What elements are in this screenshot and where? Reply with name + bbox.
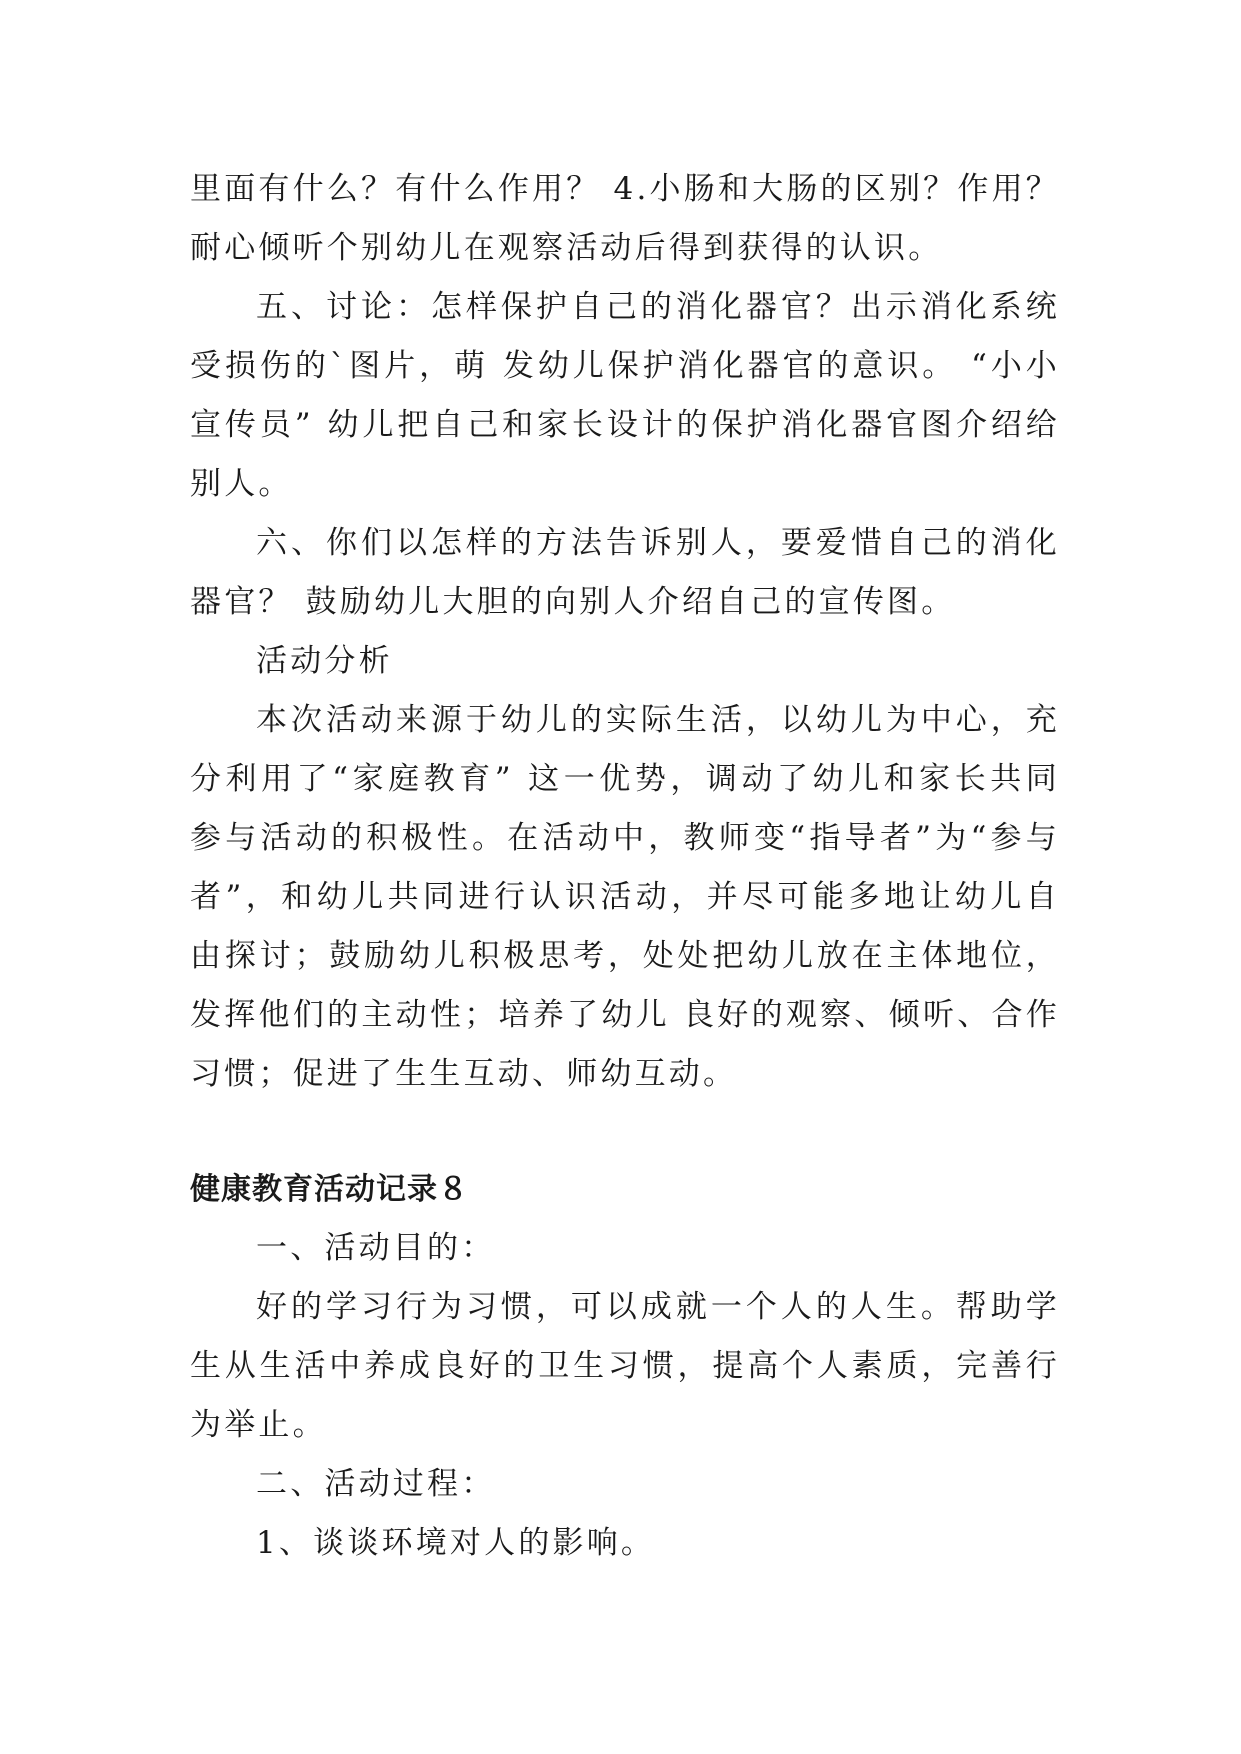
paragraph-activity-process-heading: 二、活动过程： (256, 1466, 496, 1502)
document-body (190, 160, 1060, 1573)
paragraph-activity-goal-heading: 一、活动目的： (256, 1230, 496, 1266)
paragraph-analysis-body: 本次活动来源于幼儿的实际生活，以幼儿为中心，充分利用了“家庭教育” 这一优势，调动了幼儿和家长共同参与活动的积极性。在活动中，教师变“指导者”为“参与者”，和幼儿共同进行认识活动，并尽可能多地让幼儿自由探讨；鼓励幼儿积极思考，处处把幼儿放在主体地位，发挥他们的主动性；培养了幼儿 良好的观察、倾听、合作习惯；促进了生生互动、师幼互动。 (190, 702, 1060, 1092)
paragraph-intestine-questions: 里面有什么？有什么作用？ 4.小肠和大肠的区别？作用？耐心倾听个别幼儿在观察活动后得到获得的认识。 (190, 171, 1060, 266)
section-gap (190, 1104, 1060, 1160)
paragraph-tell-others: 六、你们以怎样的方法告诉别人，要爱惜自己的消化器官？ 鼓励幼儿大胆的向别人介绍自己的宣传图。 (190, 525, 1060, 620)
paragraph-activity-goal-body: 好的学习行为习惯，可以成就一个人的人生。帮助学生从生活中养成良好的卫生习惯，提高个人素质，完善行为举止。 (190, 1289, 1060, 1443)
paragraph-process-step-1: 1、谈谈环境对人的影响。 (256, 1525, 656, 1561)
paragraph-discussion: 五、讨论：怎样保护自己的消化器官？出示消化系统受损伤的`图片，萌 发幼儿保护消化器官的意识。 “小小宣传员” 幼儿把自己和家长设计的保护消化器官图介绍给别人。 (190, 289, 1060, 502)
section-title: 健康教育活动记录８ (190, 1172, 469, 1207)
paragraph-analysis-heading: 活动分析 (256, 643, 393, 679)
